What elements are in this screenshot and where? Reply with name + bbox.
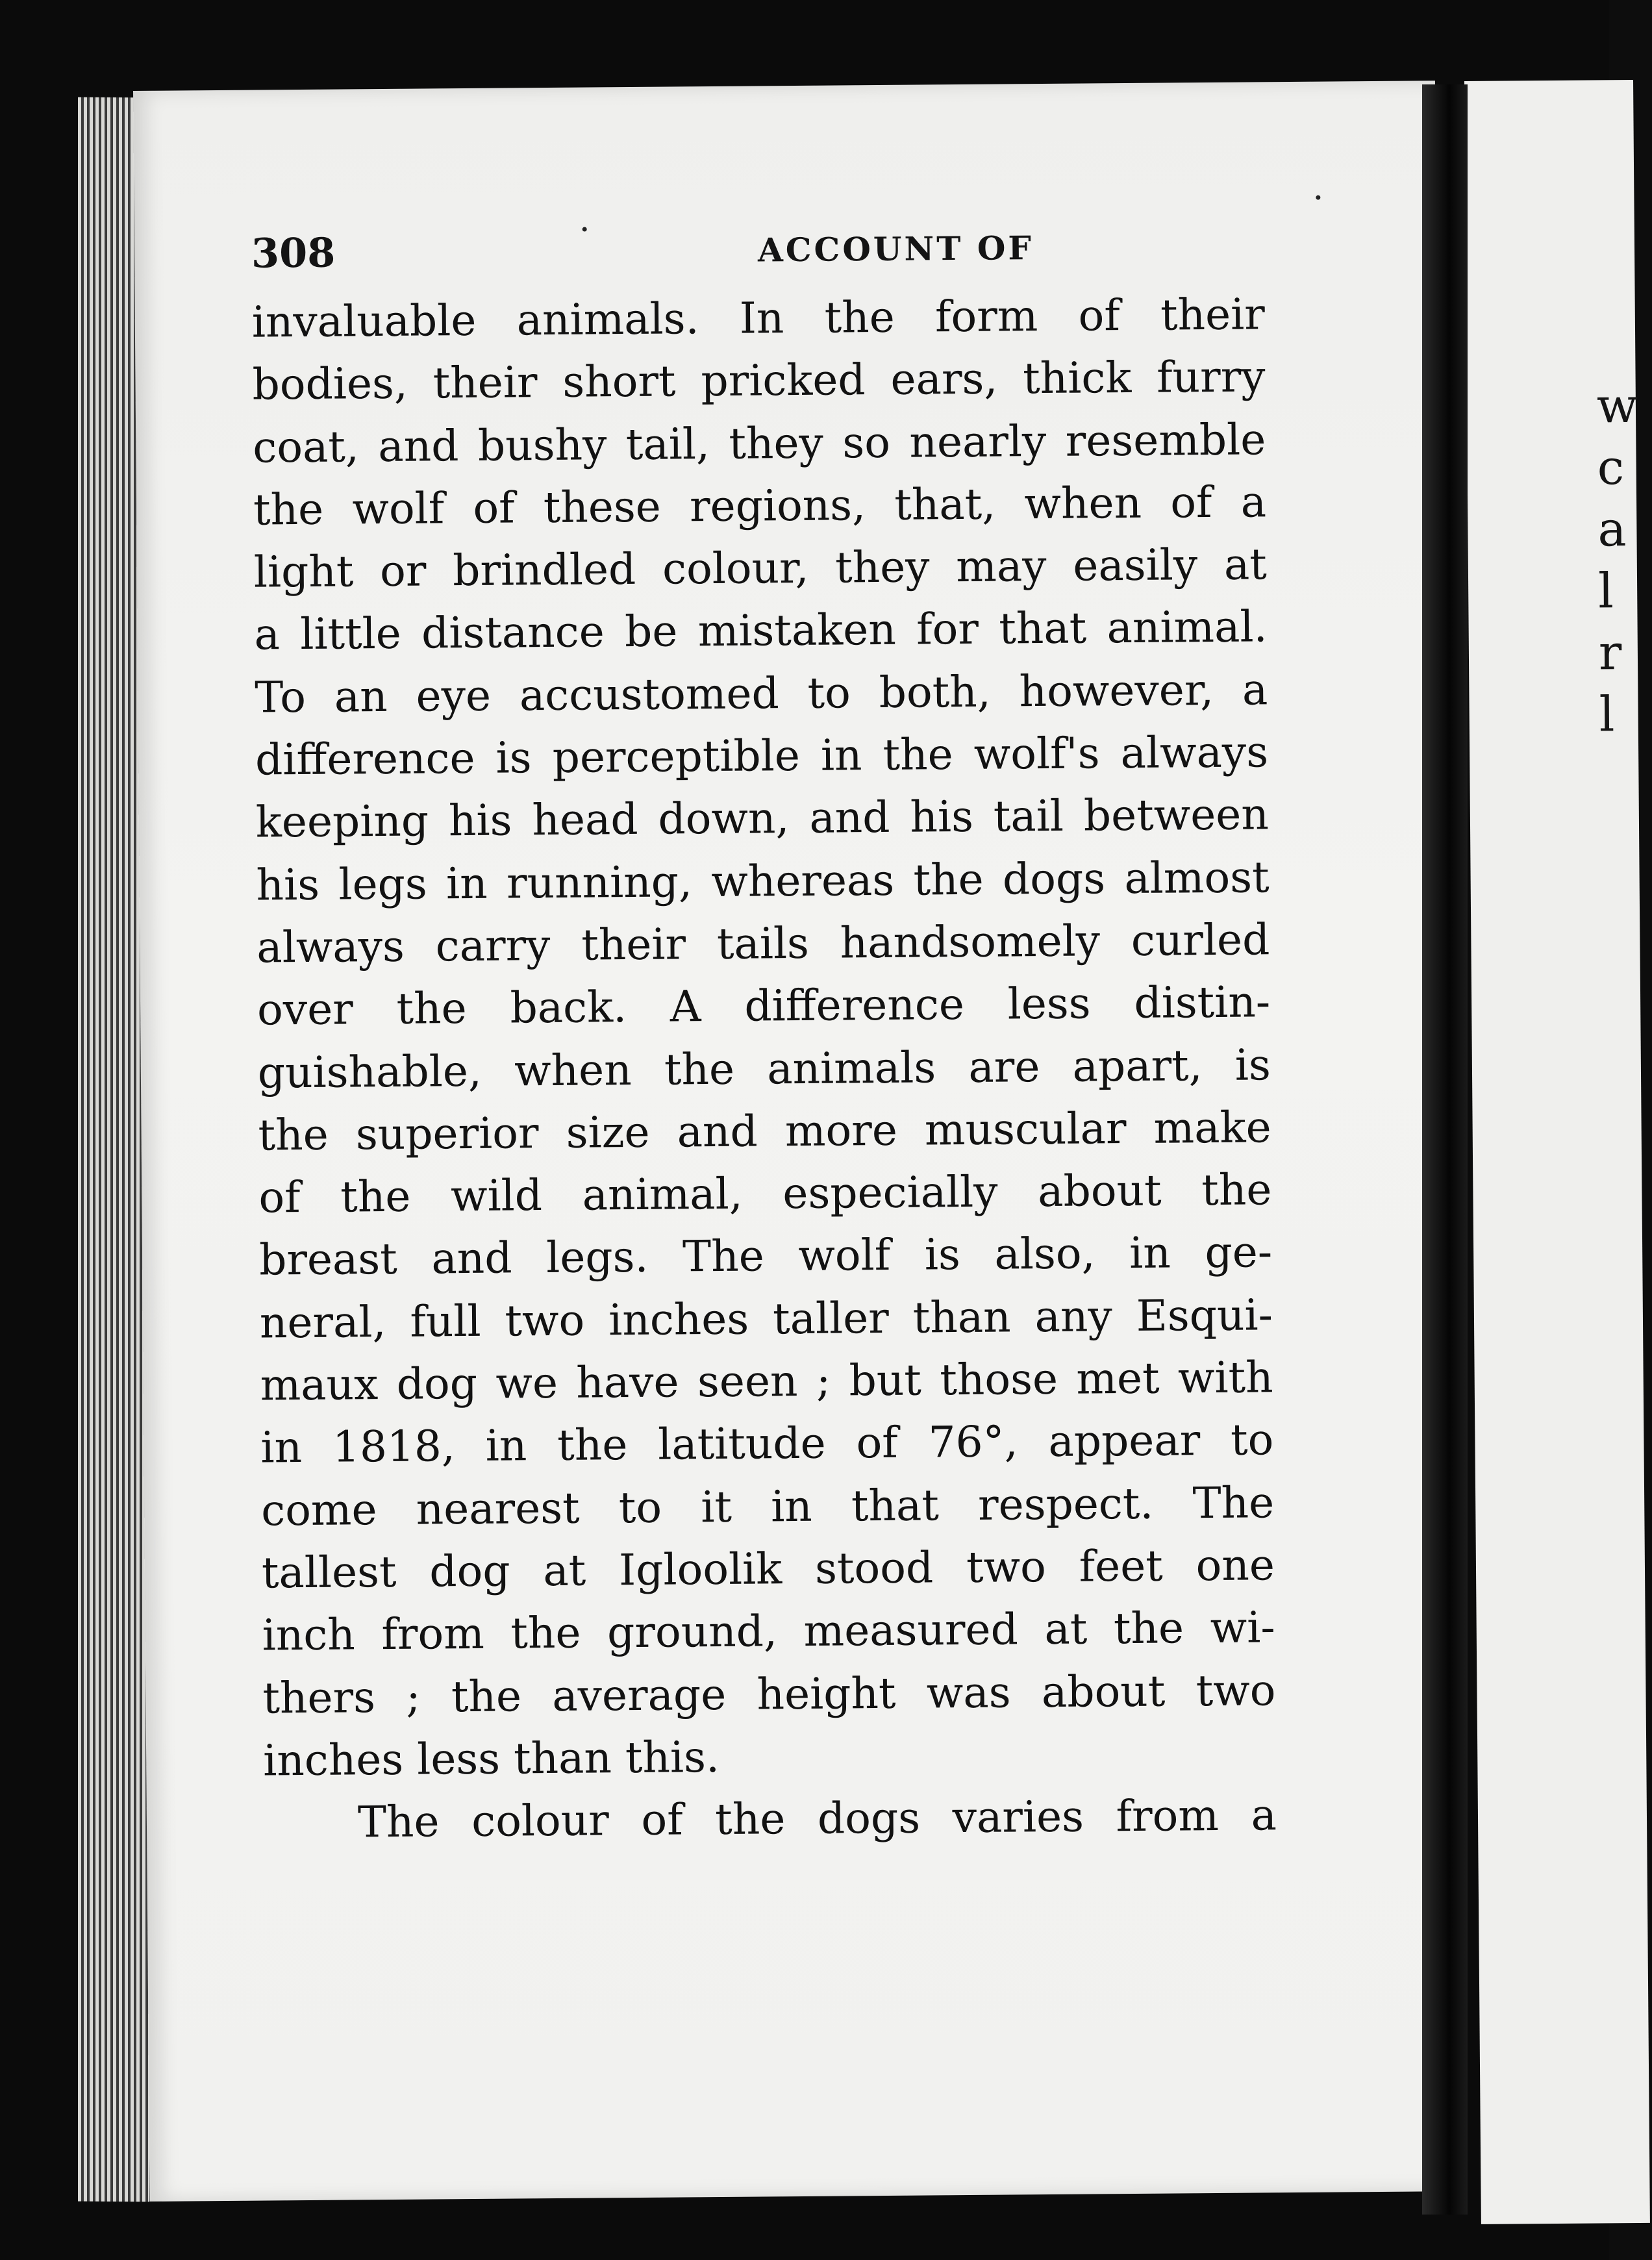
text-line: breast and legs. The wolf is also, in ge- (258, 1227, 1273, 1285)
text-line: thers ; the average height was about two (262, 1664, 1276, 1724)
text-line: coat, and bushy tail, they so nearly resemble (253, 414, 1266, 473)
text-line: over the back. A difference less distin- (257, 977, 1271, 1035)
ink-speck (1316, 195, 1320, 200)
text-line: the superior size and more muscular make (258, 1102, 1271, 1161)
text-line: inches less than this. (262, 1731, 720, 1786)
page-header (251, 221, 1252, 288)
text-line: invaluable animals. In the form of their (251, 289, 1266, 347)
text-line: tallest dog at Igloolik stood two feet one (261, 1540, 1275, 1598)
text-line: of the wild animal, especially about the (258, 1164, 1272, 1223)
text-line: come nearest to it in that respect. The (260, 1477, 1275, 1536)
text-line: keeping his head down, and his tail between (255, 789, 1270, 848)
text-line: the wolf of these regions, that, when of a (253, 477, 1267, 535)
paragraph-start-line: The colour of the dogs varies from a (357, 1790, 1277, 1848)
facing-page-fragment: l (1597, 563, 1614, 620)
text-line: maux dog we have seen ; but those met with (260, 1352, 1273, 1411)
page-number: 308 (251, 229, 336, 277)
facing-page (1464, 80, 1650, 2224)
facing-page-fragment: l (1599, 686, 1615, 743)
facing-page-fragment: w (1596, 377, 1638, 434)
ink-speck (582, 227, 587, 232)
facing-page-fragment: a (1597, 501, 1627, 558)
text-line: light or brindled colour, they may easily at (253, 539, 1268, 597)
facing-page-fragment: c (1597, 440, 1625, 496)
text-line: guishable, when the animals are apart, is (257, 1039, 1271, 1098)
text-line: his legs in running, whereas the dogs almost (256, 851, 1270, 910)
text-line: difference is perceptible in the wolf's always (255, 727, 1269, 785)
facing-page-fragment: r (1598, 625, 1622, 681)
text-line: To an eye accustomed to both, however, a (255, 664, 1268, 723)
text-line: always carry their tails handsomely curled (257, 914, 1270, 973)
text-line: neral, full two inches taller than any Esqui- (259, 1290, 1273, 1348)
body-text (251, 283, 1277, 1855)
text-line: a little distance be mistaken for that animal. (254, 601, 1268, 660)
book-gutter (1422, 84, 1468, 2215)
text-line: inch from the ground, measured at the wi- (262, 1602, 1275, 1661)
text-line: in 1818, in the latitude of 76°, appear to (260, 1414, 1274, 1473)
running-head: ACCOUNT OF (757, 229, 1034, 270)
text-line: bodies, their short pricked ears, thick furry (252, 351, 1266, 410)
book-page (133, 81, 1451, 2202)
